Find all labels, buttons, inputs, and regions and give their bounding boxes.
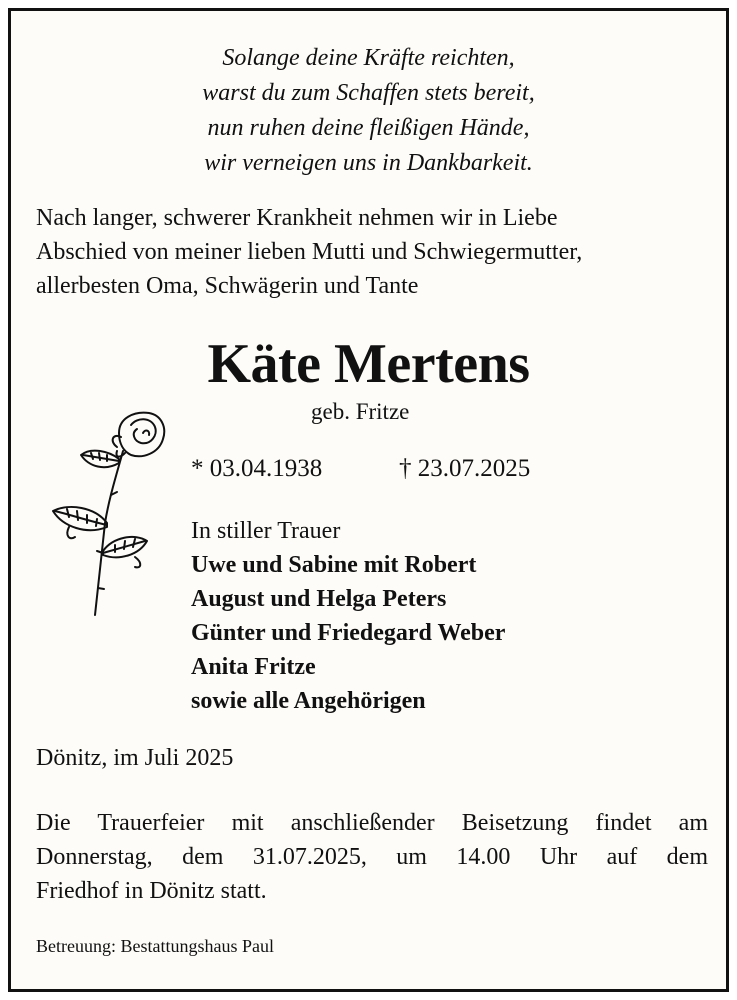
intro-line: allerbesten Oma, Schwägerin und Tante — [36, 273, 419, 299]
mourning-heading: In stiller Trauer — [191, 518, 341, 544]
obituary-frame — [8, 8, 729, 992]
funeral-home-credit: Betreuung: Bestattungshaus Paul — [36, 936, 274, 956]
mourners-list — [191, 548, 505, 718]
maiden-name: geb. Fritze — [311, 399, 410, 424]
funeral-line: Die Trauerfeier mit anschließender Beisetzung findet am — [36, 810, 708, 836]
mourner-name: sowie alle Angehörigen — [191, 688, 426, 714]
poem-line: Solange deine Kräfte reichten, — [222, 45, 515, 71]
death-date: † 23.07.2025 — [399, 455, 531, 482]
deceased-name: Käte Mertens — [207, 333, 530, 395]
intro-text — [36, 201, 716, 303]
rose-icon — [39, 403, 169, 618]
poem-line: warst du zum Schaffen stets bereit, — [202, 80, 535, 106]
poem-line: nun ruhen deine fleißigen Hände, — [207, 115, 530, 141]
funeral-notice — [36, 806, 708, 908]
intro-line: Nach langer, schwerer Krankheit nehmen wir in Liebe — [36, 205, 558, 231]
poem — [11, 41, 726, 181]
mourner-name: Günter und Friedegard Weber — [191, 620, 506, 646]
poem-line: wir verneigen uns in Dankbarkeit. — [204, 150, 533, 176]
mourner-name: Anita Fritze — [191, 654, 316, 680]
funeral-line: Donnerstag, dem 31.07.2025, um 14.00 Uhr auf dem — [36, 844, 708, 870]
intro-line: Abschied von meiner lieben Mutti und Schwiegermutter, — [36, 239, 583, 265]
mourner-name: August und Helga Peters — [191, 586, 447, 612]
funeral-line: Friedhof in Dönitz statt. — [36, 878, 267, 904]
place-date: Dönitz, im Juli 2025 — [36, 745, 234, 771]
mourner-name: Uwe und Sabine mit Robert — [191, 552, 477, 578]
birth-date: * 03.04.1938 — [191, 455, 323, 482]
